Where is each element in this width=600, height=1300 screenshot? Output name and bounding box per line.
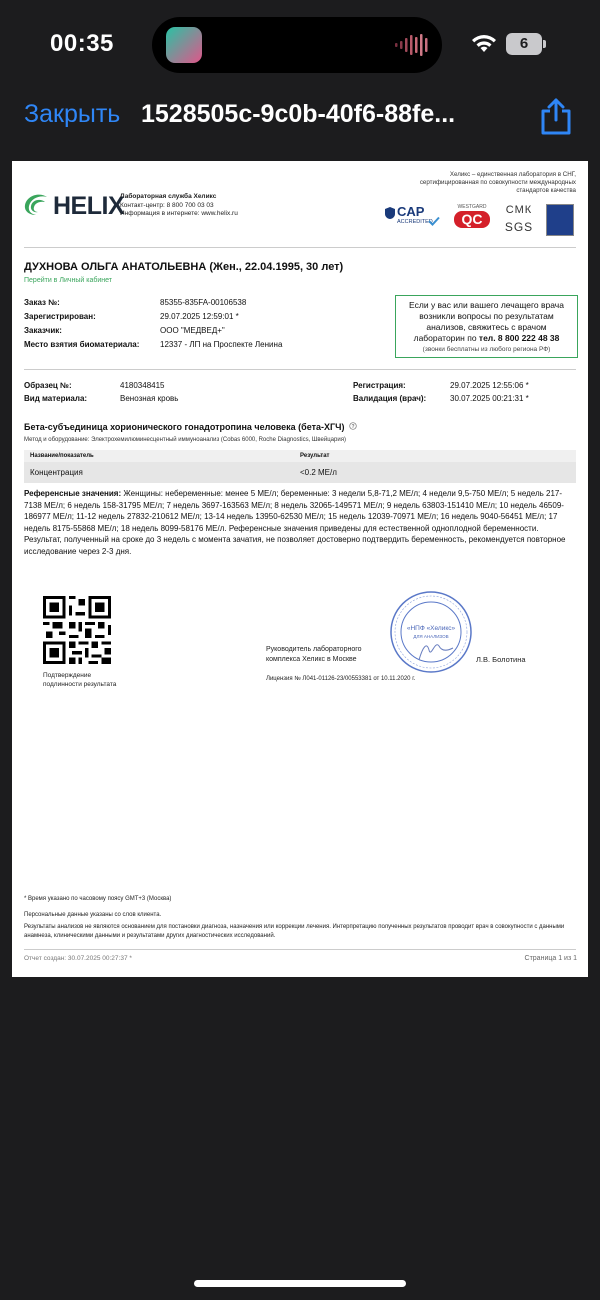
certification-badge-icon: [546, 204, 574, 236]
divider: [24, 369, 576, 370]
lab-contact-info: [120, 193, 238, 219]
registration-label: Регистрация:: [353, 381, 406, 390]
footnote-disclaimer: Результаты анализов не являются основанием для постановки диагноза, назначения или коррекции лечения. Интерпретацию полученных результатов проводит врач в совокупности с данными анамнеза, клиническими данными и результатами других диагностических исследований.: [24, 924, 565, 939]
footnote-timezone: * Время указано по часовому поясу GMT+3 (Москва): [24, 896, 172, 902]
sample-number-label: Образец №:: [24, 381, 72, 390]
test-method: Метод и оборудование: Электрохемилюминесцентный иммуноанализ (Cobas 6000, Roche Diagnostics, Швейцария): [24, 437, 346, 443]
column-name-header: Название/показатель: [30, 453, 94, 459]
help-line-4-text: лабораторин по: [413, 333, 477, 343]
help-line-2: возникли вопросы по результатам: [419, 311, 554, 321]
collection-place-value: 12337 - ЛП на Проспекте Ленина: [160, 340, 283, 349]
share-icon[interactable]: [538, 97, 574, 135]
material-value: Венозная кровь: [120, 394, 179, 403]
tagline-line-2: сертифицированная по совокупности международных: [419, 178, 576, 186]
customer-label: Заказчик:: [24, 326, 62, 335]
validation-label: Валидация (врач):: [353, 394, 427, 403]
qr-caption: [43, 671, 116, 689]
report-created: Отчет создан: 30.07.2025 00:27:37 *: [24, 955, 132, 962]
certification-logos: [384, 204, 578, 238]
sgs-text: SGS: [504, 220, 534, 234]
checkmark-icon: [428, 216, 440, 226]
cap-emblem-icon: [384, 206, 396, 220]
order-info: [24, 296, 384, 352]
personal-cabinet-link[interactable]: Перейти в Личный кабинет: [24, 277, 113, 284]
lab-contact-center: Контакт-центр: 8 800 700 03 03: [120, 201, 214, 209]
validation-value: 30.07.2025 00:21:31 *: [450, 394, 529, 403]
tagline-line-3: стандартов качества: [516, 186, 576, 194]
help-free-calls: (звонки бесплатны из любого региона РФ): [422, 346, 551, 353]
tagline-line-1: Хеликс – единственная лаборатория в СНГ,: [449, 171, 576, 178]
results-table-header: [24, 450, 576, 462]
customer-value: ООО "МЕДВЕД+": [160, 326, 225, 335]
smk-sgs-logo: [504, 204, 534, 236]
order-number-label: Заказ №:: [24, 298, 60, 307]
help-phone[interactable]: тел. 8 800 222 48 38: [478, 333, 560, 343]
divider: [24, 949, 576, 950]
qc-text: QC: [454, 211, 490, 228]
lab-head-name: Л.В. Болотина: [476, 655, 526, 664]
qr-caption-line-1: Подтверждение: [43, 672, 92, 679]
cap-logo-text: CAP: [397, 204, 425, 219]
cap-accredited-text: ACCREDITED: [397, 219, 433, 225]
battery-indicator: 6: [506, 33, 542, 55]
reference-values: [24, 488, 576, 557]
reference-text: Женщины: небеременные: менее 5 МЕ/л; беременные: 3 недели 5,8-71,2 МЕ/л; 4 недели 9,5-750 МЕ/л; 5 недель 217-7138 МЕ/л; 6 недель 158-31795 МЕ/л; 7 недель 3697-163563 МЕ/л; 8 недель 32065-149571 МЕ/л; 9 недель 63803-151410 МЕ/л; 10 недель 46509-186977 МЕ/л; 11-12 недель 27832-210612 МЕ/л; 13-14 недель 13950-62530 МЕ/л; 15 недель 12039-70971 МЕ/л; 16 недель 9040-56451 МЕ/л; 17 недель 8175-55868 МЕ/л; 18 недель 8099-58176 МЕ/л. Референсные значения приведены для естественной одноплодной беременности. Результат, полученный на сроке до 3 недель с момента зачатия, не позволяет достоверно подтвердить беременность, рекомендуется повторное исследование через 2-3 дня.: [24, 489, 566, 556]
now-playing-app-icon: [166, 27, 202, 63]
stamp-sub-text: ДЛЯ АНАЛИЗОВ: [413, 634, 449, 639]
order-number-value: 85355-835FA-00106538: [160, 298, 247, 307]
document-title: 1528505c-9c0b-40f6-88fe...: [141, 100, 456, 128]
westgard-qc-logo: [454, 204, 490, 234]
head-title-line-1: Руководитель лабораторного: [266, 646, 362, 653]
cap-accredited-logo: [384, 204, 442, 236]
smk-text: СМК: [505, 204, 533, 216]
close-button[interactable]: Закрыть: [24, 100, 121, 128]
test-title-text: Бета-субъединица хорионического гонадотропина человека (бета-ХГЧ): [24, 422, 345, 432]
home-indicator[interactable]: [194, 1280, 406, 1287]
page-number: Страница 1 из 1: [524, 955, 577, 962]
help-line-4: [402, 333, 571, 344]
material-label: Вид материала:: [24, 394, 88, 403]
qr-code-icon[interactable]: [43, 596, 111, 664]
svg-text:?: ?: [351, 424, 355, 430]
westgard-text: WESTGARD: [457, 204, 487, 210]
help-line-1: Если у вас или вашего лечащего врача: [409, 300, 564, 310]
sample-info: [24, 379, 576, 407]
info-icon[interactable]: [349, 422, 357, 430]
indicator-name: Концентрация: [30, 468, 83, 477]
footnote-personal-data: Персональные данные указаны со слов клиента.: [24, 912, 162, 918]
test-title: [24, 422, 357, 432]
helix-logo: [22, 189, 125, 220]
helix-logo-text: HELIX: [53, 192, 125, 220]
divider: [24, 247, 576, 248]
helix-logo-icon: [22, 191, 50, 217]
stamp-text: «НПФ «Хеликс»: [406, 625, 456, 632]
wifi-icon: [470, 32, 498, 54]
head-title-line-2: комплекса Хеликс в Москве: [266, 655, 357, 663]
dynamic-island[interactable]: [152, 17, 442, 73]
sample-number-value: 4180348415: [120, 381, 165, 390]
lab-tagline: [376, 171, 576, 194]
status-time: 00:35: [50, 30, 114, 57]
patient-name: ДУХНОВА ОЛЬГА АНАТОЛЬЕВНА (Жен., 22.04.1995, 30 лет): [24, 261, 344, 273]
table-row: [24, 462, 576, 483]
registered-value: 29.07.2025 12:59:01 *: [160, 312, 239, 321]
lab-report-document[interactable]: [12, 161, 588, 977]
column-result-header: Результат: [300, 453, 330, 459]
license-info: Лицензия № Л041-01126-23/00553381 от 10.11.2020 г.: [266, 676, 416, 682]
qr-caption-line-2: подлинности результата: [43, 681, 117, 688]
registered-label: Зарегистрирован:: [24, 312, 96, 321]
reference-label: Референсные значения:: [24, 489, 122, 498]
doctor-help-box: [395, 295, 578, 358]
lab-head-title: [266, 645, 362, 664]
collection-place-label: Место взятия биоматериала:: [24, 340, 140, 349]
indicator-result: <0.2 МЕ/л: [300, 468, 337, 477]
lab-service-name: Лабораторная служба Хеликс: [120, 193, 217, 200]
lab-stamp-icon: [389, 590, 473, 674]
audio-waveform-icon: [394, 33, 428, 57]
help-line-3: анализов, свяжитесь с врачом: [426, 322, 547, 332]
status-bar: [0, 0, 600, 90]
nav-bar: [0, 90, 600, 150]
registration-value: 29.07.2025 12:55:06 *: [450, 381, 529, 390]
lab-website: Информация в интернете: www.helix.ru: [120, 210, 238, 217]
